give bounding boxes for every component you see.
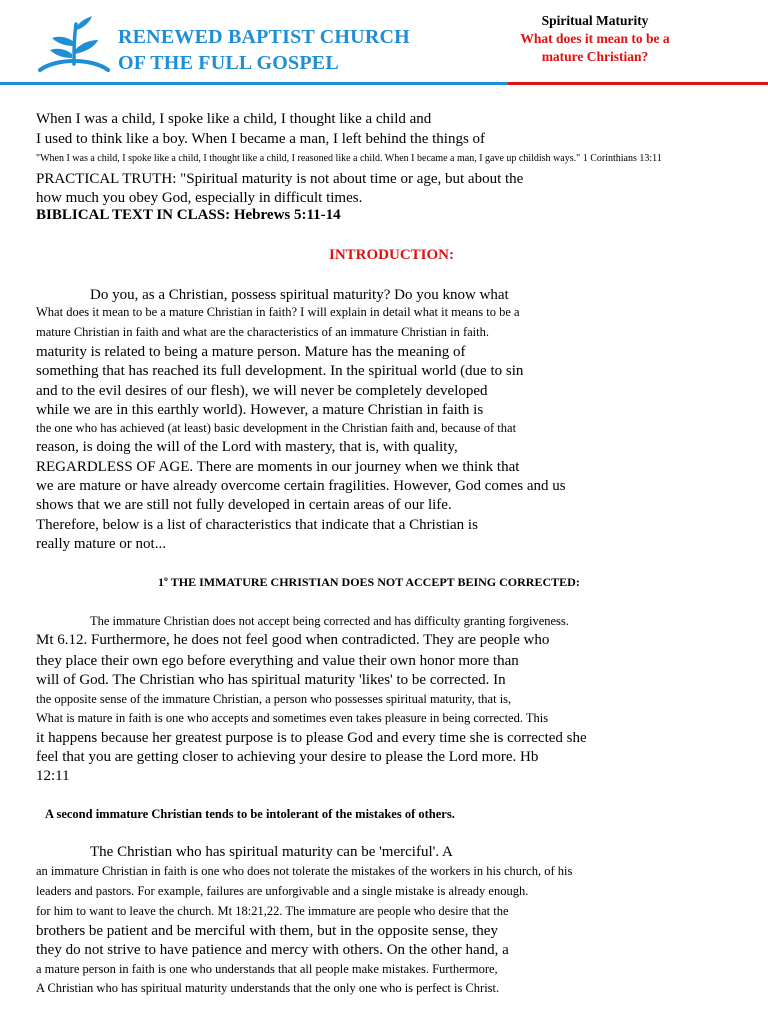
practical-truth: how much you obey God, especially in difficult times. [36,190,363,206]
topic-title: Spiritual Maturity [541,13,649,28]
paragraph-line: leaders and pastors. For example, failures are unforgivable and a single mistake is already enough. [36,884,529,898]
paragraph-line: reason, is doing the will of the Lord with mastery, that is, with quality, [36,439,458,455]
church-name [118,24,410,76]
church-name-line-1: RENEWED BAPTIST CHURCH [118,26,410,48]
section-heading-introduction: INTRODUCTION: [329,247,455,263]
paragraph-line: and to the evil desires of our flesh), we will never be completely developed [36,383,488,399]
paragraph-line: the one who has achieved (at least) basic development in the Christian faith and, because of that [36,421,517,435]
paragraph-line: we are mature or have already overcome certain fragilities. However, God comes and us [36,478,566,494]
paragraph-line: Do you, as a Christian, possess spiritual maturity? Do you know what [90,287,509,303]
paragraph-line: The Christian who has spiritual maturity can be 'merciful'. A [90,844,453,860]
paragraph-line: Mt 6.12. Furthermore, he does not feel good when contradicted. They are people who [36,632,550,648]
topic-question-line-1: What does it mean to be a [520,31,670,46]
biblical-text: BIBLICAL TEXT IN CLASS: Hebrews 5:11-14 [36,207,341,223]
church-logo-icon [36,14,112,78]
paragraph-line: an immature Christian in faith is one who does not tolerate the mistakes of the workers in his church, of his [36,864,573,878]
section-heading-2: A second immature Christian tends to be intolerant of the mistakes of others. [45,807,455,821]
paragraph-line: 12:11 [36,768,70,784]
paragraph-line: they place their own ego before everything and value their own honor more than [36,653,519,669]
header-rule-red [508,82,768,85]
opening-line: I used to think like a boy. When I became a man, I left behind the things of [36,131,486,147]
paragraph-line: What does it mean to be a mature Christian in faith? I will explain in detail what it means to be a [36,305,520,319]
paragraph-line: A Christian who has spiritual maturity understands that the only one who is perfect is Christ. [36,981,500,995]
opening-line: When I was a child, I spoke like a child, I thought like a child and [36,111,432,127]
paragraph-line: really mature or not... [36,536,166,552]
church-name-line-2: OF THE FULL GOSPEL [118,52,339,74]
practical-truth: PRACTICAL TRUTH: "Spiritual maturity is not about time or age, but about the [36,171,524,187]
paragraph-line: the opposite sense of the immature Christian, a person who possesses spiritual maturity, that is, [36,692,512,706]
topic-question-line-2: mature Christian? [541,49,649,64]
paragraph-line: REGARDLESS OF AGE. There are moments in our journey when we think that [36,459,520,475]
paragraph-line: shows that we are still not fully developed in certain areas of our life. [36,497,452,513]
lesson-topic [490,12,700,66]
page-header [0,0,768,100]
paragraph-line: something that has reached its full development. In the spiritual world (due to sin [36,363,524,379]
paragraph-line: maturity is related to being a mature person. Mature has the meaning of [36,344,466,360]
paragraph-line: they do not strive to have patience and mercy with others. On the other hand, a [36,942,509,958]
paragraph-line: while we are in this earthly world). However, a mature Christian in faith is [36,402,484,418]
paragraph-line: brothers be patient and be merciful with them, but in the opposite sense, they [36,923,498,939]
paragraph-line: it happens because her greatest purpose is to please God and every time she is corrected she [36,730,587,746]
paragraph-line: Therefore, below is a list of characteristics that indicate that a Christian is [36,517,478,533]
scripture-quote: "When I was a child, I spoke like a child, I thought like a child, I reasoned like a child. When I became a man, I gave up childish ways." 1 Corinthians 13:11 [36,153,662,164]
paragraph-line: feel that you are getting closer to achieving your desire to please the Lord more. Hb [36,749,539,765]
paragraph-line: What is mature in faith is one who accepts and sometimes even takes pleasure in being corrected. This [36,711,549,725]
paragraph-line: will of God. The Christian who has spiritual maturity 'likes' to be corrected. In [36,672,506,688]
paragraph-line: a mature person in faith is one who understands that all people make mistakes. Furthermore, [36,962,498,976]
paragraph-line: for him to want to leave the church. Mt 18:21,22. The immature are people who desire that the [36,904,509,918]
paragraph-line: mature Christian in faith and what are the characteristics of an immature Christian in faith. [36,325,489,339]
paragraph-line: The immature Christian does not accept being corrected and has difficulty granting forgiveness. [90,614,569,628]
section-heading-1: 1º THE IMMATURE CHRISTIAN DOES NOT ACCEPT BEING CORRECTED: [158,575,580,589]
